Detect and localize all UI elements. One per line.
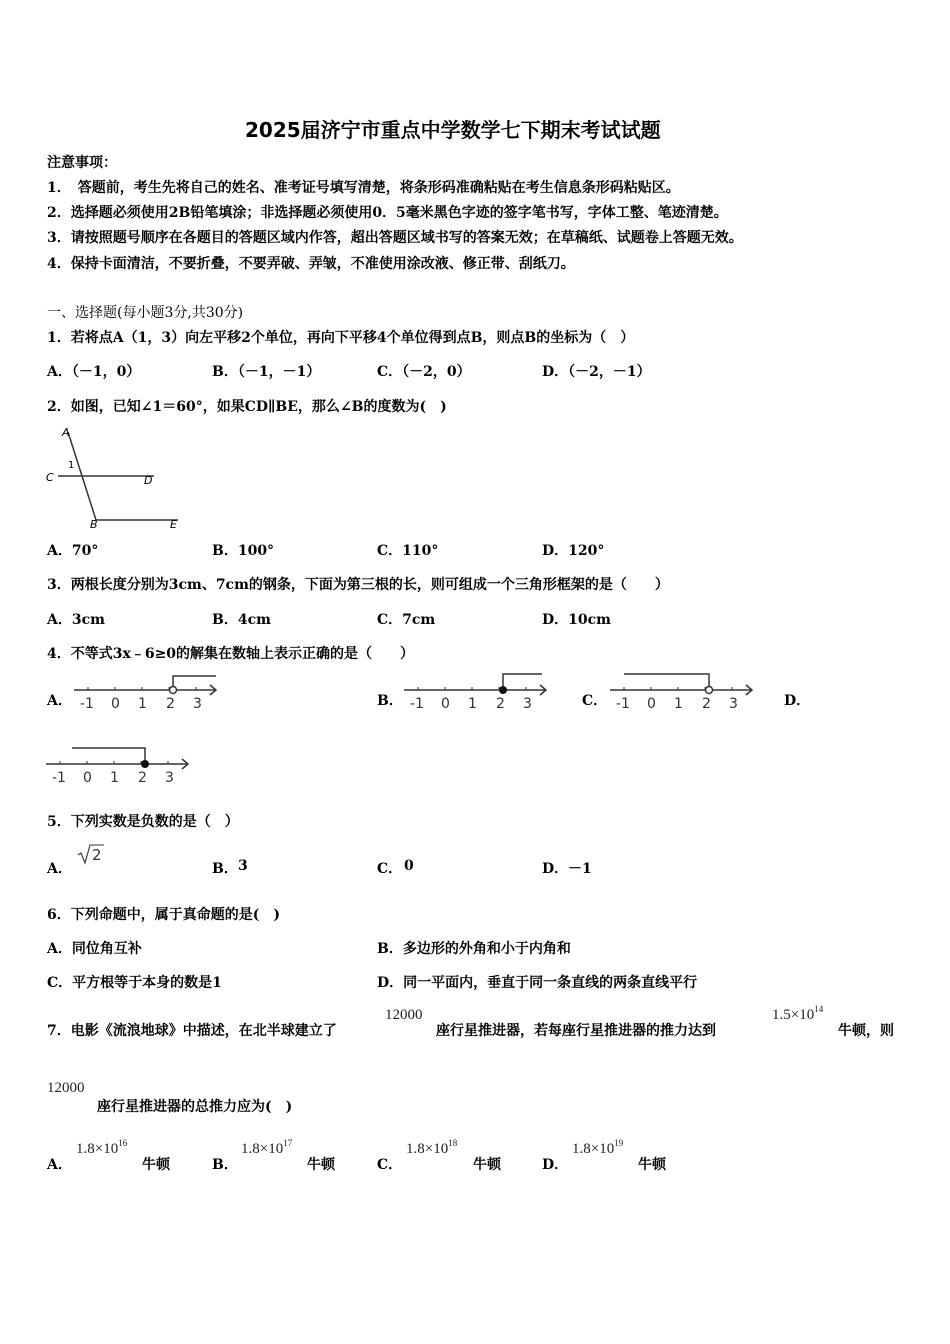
sqrt-radicand: 2 [92,846,102,864]
question-5-stem: 5．下列实数是负数的是（ ） [47,814,239,830]
q7-option-d-value [572,1138,624,1158]
tick-label: -1 [410,696,424,712]
question-7-stem-part1: 7．电影《流浪地球》中描述，在北半球建立了 [47,1023,337,1039]
sqrt-symbol [76,842,106,866]
q7-option-a-unit: 牛顿 [142,1157,170,1173]
q4-option-b-letter: B． [377,693,403,709]
tick-label: 1 [674,696,683,712]
q4-numberline-b [402,670,552,716]
section-heading: 一、选择题(每小题3分,共30分) [47,305,244,321]
q7-thrust [772,1004,824,1024]
q5-option-c: 0 [404,858,414,874]
tick-label: 0 [83,770,92,786]
question-7-stem-part3: 牛顿，则 [838,1023,894,1039]
q2-figure [44,424,184,530]
q4-numberline-d [44,742,194,788]
q7-thrust-base: 1.5×10 [772,1007,815,1023]
q7-option-b-unit: 牛顿 [307,1157,335,1173]
tick-label: 3 [165,770,174,786]
question-7-stem-part4: 座行星推进器的总推力应为( ) [97,1099,293,1115]
q7-option-c-unit: 牛顿 [473,1157,501,1173]
q3-option-c: C．7cm [377,612,436,628]
q7-option-c-value [406,1138,458,1158]
q2-option-d: D．120° [542,543,605,559]
q2-option-c: C．110° [377,543,439,559]
q6-option-a: A．同位角互补 [47,941,142,957]
notice-heading: 注意事项： [47,155,117,171]
label-d: D [144,474,153,487]
q3-option-a: A．3cm [47,612,105,628]
tick-label: 3 [523,696,532,712]
question-3-stem: 3．两根长度分别为3cm、7cm的钢条，下面为第三根的长，则可组成一个三角形框架的是（ ） [47,577,669,593]
q2-option-a: A．70° [47,543,99,559]
q5-option-b-letter: B． [212,861,238,877]
notice-item: 2．选择题必须使用2B铅笔填涂；非选择题必须使用0．5毫米黑色字迹的签字笔书写，字体工整、笔迹清楚。 [47,205,728,221]
q6-option-b: B．多边形的外角和小于内角和 [377,941,571,957]
label-b: B [90,518,98,530]
q6-option-c: C．平方根等于本身的数是1 [47,975,222,991]
q7-option-d-exp: 19 [614,1138,624,1148]
q7-option-c-base: 1.8×10 [406,1141,449,1157]
label-angle-1: 1 [68,460,75,471]
tick-label: 0 [441,696,450,712]
notice-item: 4．保持卡面清洁，不要折叠，不要弄破、弄皱，不准使用涂改液、修正带、刮纸刀。 [47,256,575,272]
q1-option-c: C．（－2，0） [377,364,471,380]
q1-option-a: A．（－1，0） [47,364,141,380]
question-6-stem: 6．下列命题中，属于真命题的是( ) [47,907,280,923]
q7-option-d-letter: D． [542,1157,569,1173]
tick-label: 1 [468,696,477,712]
q7-count: 12000 [385,1007,423,1023]
question-1-stem: 1．若将点A（1，3）向左平移2个单位，再向下平移4个单位得到点B，则点B的坐标为（ ） [47,330,635,346]
q4-option-a-letter: A． [47,693,72,709]
q7-option-d-base: 1.8×10 [572,1141,615,1157]
q7-option-a-base: 1.8×10 [76,1141,119,1157]
question-7-stem-part2: 座行星推进器，若每座行星推进器的推力达到 [436,1023,716,1039]
q7-thrust-exp: 14 [814,1004,824,1014]
tick-label: 2 [702,696,711,712]
q1-option-b: B．（－1，－1） [212,364,321,380]
q7-option-d-unit: 牛顿 [638,1157,666,1173]
q4-numberline-a [72,670,222,716]
tick-label: 3 [729,696,738,712]
tick-label: -1 [52,770,66,786]
tick-label: -1 [616,696,630,712]
q7-option-a-value [76,1138,128,1158]
q7-option-c-exp: 18 [448,1138,458,1148]
question-4-stem: 4．不等式3x﹣6≥0的解集在数轴上表示正确的是（ ） [47,646,415,662]
q7-option-a-exp: 16 [118,1138,128,1148]
q7-count2: 12000 [47,1080,85,1096]
label-e: E [170,518,177,530]
q3-option-b: B．4cm [212,612,271,628]
notice-item: 3．请按照题号顺序在各题目的答题区域内作答，超出答题区域书写的答案无效；在草稿纸、试题卷上答题无效。 [47,230,743,246]
tick-label: 1 [110,770,119,786]
q5-option-b: 3 [238,858,248,874]
label-a: A [62,426,70,439]
q7-option-a-letter: A． [47,1157,72,1173]
question-2-stem: 2．如图，已知∠1＝60°，如果CD∥BE，那么∠B的度数为( ) [47,399,447,415]
q7-option-c-letter: C． [377,1157,403,1173]
q7-option-b-exp: 17 [283,1138,293,1148]
tick-label: -1 [80,696,94,712]
q1-option-d: D．（－2，－1） [542,364,651,380]
tick-label: 2 [166,696,175,712]
page-title: 2025届济宁市重点中学数学七下期末考试试题 [245,118,661,142]
tick-label: 0 [111,696,120,712]
q6-option-d: D．同一平面内，垂直于同一条直线的两条直线平行 [377,975,698,991]
q5-option-c-letter: C． [377,861,403,877]
tick-label: 2 [138,770,147,786]
tick-label: 3 [193,696,202,712]
notice-item: 1． 答题前，考生先将自己的姓名、准考证号填写清楚，将条形码准确粘贴在考生信息条形码粘贴区。 [47,180,680,196]
q4-option-c-letter: C． [582,693,608,709]
q7-option-b-letter: B． [212,1157,238,1173]
label-c: C [46,471,54,484]
q5-option-a-letter: A． [47,861,72,877]
q4-option-d-letter: D． [784,693,811,709]
tick-label: 0 [647,696,656,712]
q2-option-b: B．100° [212,543,275,559]
tick-label: 2 [496,696,505,712]
q5-option-d: －1 [568,861,592,877]
q7-option-b-base: 1.8×10 [241,1141,284,1157]
q7-option-b-value [241,1138,293,1158]
tick-label: 1 [138,696,147,712]
q5-option-d-letter: D． [542,861,569,877]
q3-option-d: D．10cm [542,612,611,628]
q4-numberline-c [608,670,758,716]
